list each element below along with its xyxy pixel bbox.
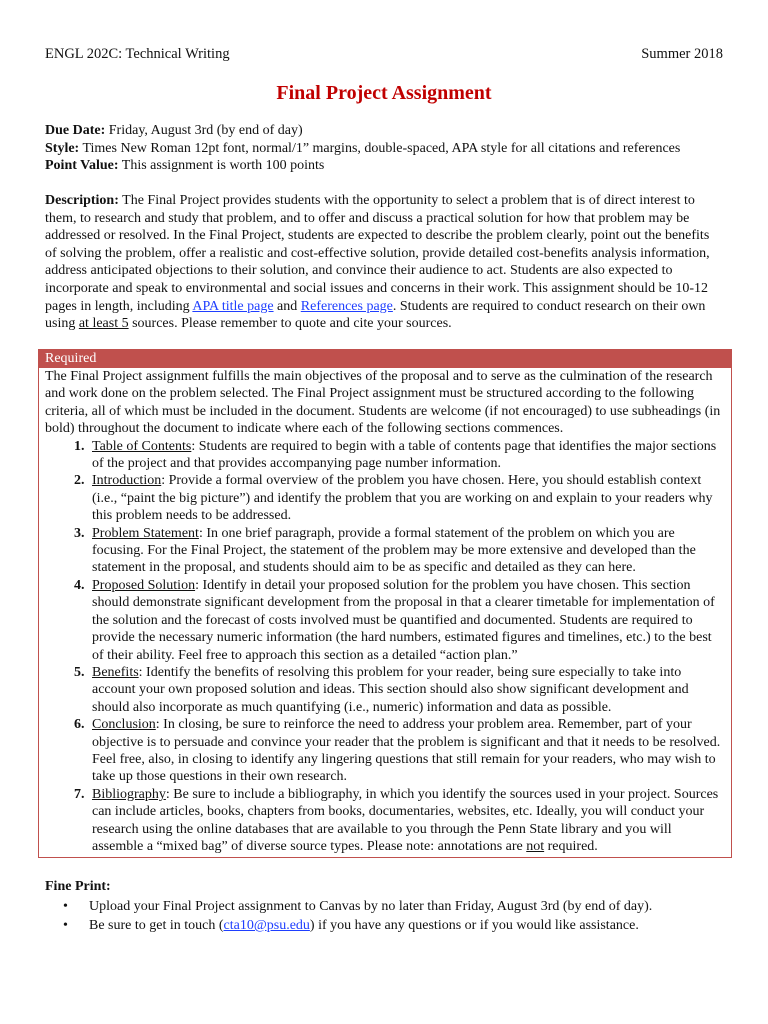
requirements-list bbox=[45, 438, 725, 856]
point-value-line bbox=[45, 157, 723, 175]
list-item bbox=[63, 897, 723, 916]
document-header bbox=[45, 46, 723, 63]
style-value: Times New Roman 12pt font, normal/1” margins, double-spaced, APA style for all citations and references bbox=[82, 140, 681, 156]
course-name: ENGL 202C: Technical Writing bbox=[45, 46, 230, 62]
and-text: and bbox=[277, 298, 298, 314]
point-value-label: Point Value: bbox=[45, 158, 119, 173]
description-paragraph bbox=[45, 192, 723, 333]
item-tail: required. bbox=[547, 838, 598, 854]
description-text-2: . Students are required to conduct research on their own using bbox=[45, 298, 706, 332]
item-label: Benefits bbox=[92, 664, 139, 680]
list-item bbox=[88, 716, 725, 786]
item-label: Table of Contents bbox=[92, 438, 192, 454]
page-title: Final Project Assignment bbox=[276, 82, 492, 104]
description-text-3: sources. Please remember to quote and cite your sources. bbox=[132, 316, 452, 332]
email-link[interactable]: cta10@psu.edu bbox=[223, 918, 310, 933]
at-least-5-text: at least 5 bbox=[78, 316, 129, 332]
style-label: Style: bbox=[45, 140, 80, 156]
due-date-label: Due Date: bbox=[45, 123, 106, 138]
fine-print-item-1: Upload your Final Project assignment to Canvas by no later than Friday, August 3rd (by end of day). bbox=[89, 899, 653, 914]
item-label: Problem Statement bbox=[92, 525, 199, 541]
list-item bbox=[88, 525, 725, 577]
item-text: : In one brief paragraph, provide a formal statement of the problem on which you are focusing. For the Final Project, the statement of the problem may be more extensive and developed than the statement in the proposal, and students should aim to be as specific and detailed as they can here. bbox=[92, 525, 696, 576]
point-value-value: This assignment is worth 100 points bbox=[121, 158, 325, 173]
item-text: : Identify the benefits of resolving this problem for your reader, being sure especially to take into account your own proposed solution and ideas. This section should also show significant development and should also incorporate as much quantifying (i.e., numeric) information and data as possible. bbox=[92, 664, 689, 715]
assignment-meta bbox=[45, 122, 723, 175]
item-label: Introduction bbox=[92, 473, 162, 489]
list-item bbox=[88, 438, 725, 473]
required-heading: Required bbox=[39, 350, 731, 368]
list-item bbox=[88, 786, 725, 856]
fine-print-heading: Fine Print: bbox=[45, 879, 111, 894]
style-line bbox=[45, 140, 723, 158]
bullet-icon: • bbox=[63, 918, 68, 933]
fine-print-section bbox=[45, 877, 723, 935]
due-date-value: Friday, August 3rd (by end of day) bbox=[108, 123, 303, 138]
item-text: : Be sure to include a bibliography, in which you identify the sources used in your project. Sources can include articles, books, chapters from books, documentaries, websites, etc. Ideally, you will conduct your research using the online databases that are available to you through the Penn State library and you will assemble a “mixed bag” of diverse source types. Please note: annotations are bbox=[92, 786, 719, 854]
required-intro: The Final Project assignment fulfills the main objectives of the proposal and to serve as the culmination of the research and work done on the problem selected. The Final Project assignment must be structured according to the following criteria, all of which must be included in the document. Students are welcome (if not encouraged) to use subheadings (in bold) throughout the document to indicate where each of the following sections commences. bbox=[45, 369, 721, 437]
item-label: Conclusion bbox=[92, 717, 156, 733]
list-item bbox=[88, 577, 725, 664]
apa-title-page-link[interactable]: APA title page bbox=[192, 298, 274, 314]
due-date-line bbox=[45, 122, 723, 140]
item-text: : Students are required to begin with a table of contents page that identifies the major sections of the project and that provides accompanying page number information. bbox=[92, 438, 717, 472]
description-label: Description: bbox=[45, 193, 119, 208]
references-page-link[interactable]: References page bbox=[300, 298, 393, 314]
item-text: : Identify in detail your proposed solution for the problem you have chosen. This section should demonstrate significant development from the proposal in that a clearer timetable for implementation of the solution and the forecast of costs involved must be quantified and documented. Students are required to provide the necessary numeric information (the hard numbers, estimated figures and timelines, etc.) to the best of their ability. Feel free to approach this section as a detailed “action plan.” bbox=[92, 577, 715, 663]
required-box bbox=[38, 349, 732, 858]
description-text: The Final Project provides students with the opportunity to select a problem that is of direct interest to them, to research and study that problem, and to offer and discuss a practical solution for how that problem may be addressed or resolved. In the Final Project, students are expected to describe the problem clearly, point out the benefits of solving the problem, offer a realistic and cost-effective solution, provide detailed cost-benefits analysis information, address anticipated objections to their solution, and convince their audience to act. Students are also expected to incorporate and speak to environmental and social issues and concerns in their work. This assignment should be 10-12 pages in length, including bbox=[45, 193, 710, 314]
list-item bbox=[88, 664, 725, 716]
fine-print-list bbox=[45, 897, 723, 935]
list-item bbox=[88, 472, 725, 524]
item-label: Proposed Solution bbox=[92, 577, 196, 593]
item-text: : In closing, be sure to reinforce the need to address your problem area. Remember, part of your objective is to persuade and convince your reader that the problem is significant and that it needs to be resolved. Feel free, also, in closing to identify any lingering questions that still remain for your readers, who may wish to take up those questions in their own research. bbox=[92, 717, 721, 785]
not-emphasis: not bbox=[526, 838, 545, 854]
required-body bbox=[39, 368, 731, 855]
item-text: : Provide a formal overview of the problem you have chosen. Here, you should establish context (i.e., “paint the big picture”) and identify the problem that you are working on and explain to your readers why this problem needs to be addressed. bbox=[92, 473, 713, 524]
term: Summer 2018 bbox=[641, 46, 723, 62]
fine-print-item-2-post: ) if you have any questions or if you would like assistance. bbox=[309, 918, 639, 933]
list-item bbox=[63, 916, 723, 935]
fine-print-item-2-pre: Be sure to get in touch ( bbox=[89, 918, 224, 933]
item-label: Bibliography bbox=[92, 786, 166, 802]
bullet-icon: • bbox=[63, 899, 68, 914]
